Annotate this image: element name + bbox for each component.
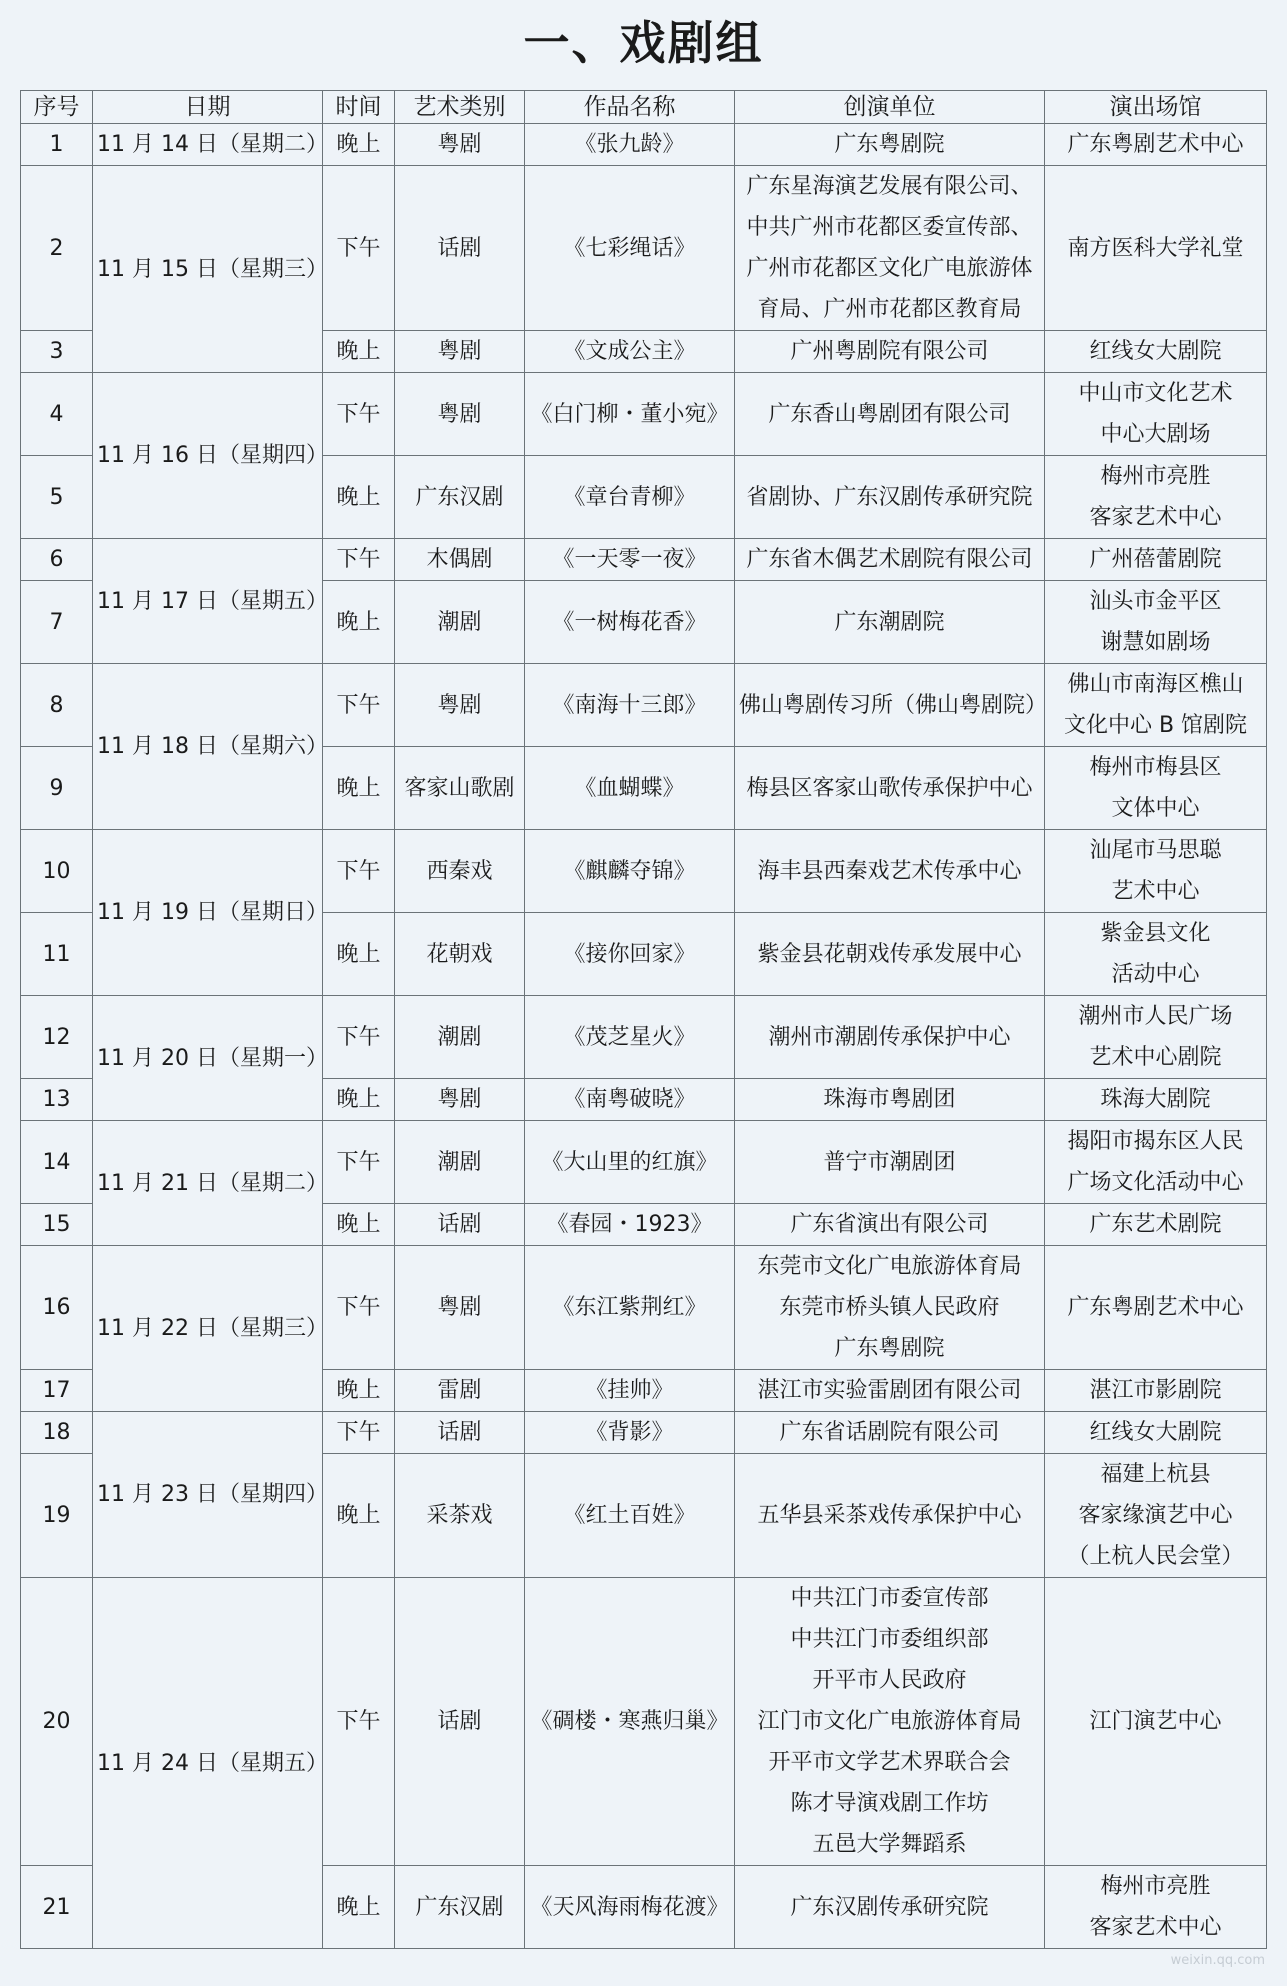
cell-work: 《碉楼・寒燕归巢》 [525, 1578, 735, 1866]
cell-venue-line: 客家缘演艺中心 [1049, 1495, 1262, 1536]
cell-time: 晚上 [323, 1454, 395, 1578]
cell-producer-line: 省剧协、广东汉剧传承研究院 [739, 477, 1040, 518]
cell-no: 14 [21, 1121, 93, 1204]
cell-producer-line: 佛山粤剧传习所（佛山粤剧院） [739, 685, 1040, 726]
cell-venue-line: 珠海大剧院 [1049, 1079, 1262, 1120]
cell-producer [735, 166, 1045, 331]
cell-producer [735, 1412, 1045, 1454]
table-header-row [21, 91, 1267, 124]
cell-producer-line: 东莞市文化广电旅游体育局 [739, 1246, 1040, 1287]
cell-venue [1045, 1866, 1267, 1949]
cell-category: 粤剧 [395, 124, 525, 166]
cell-producer [735, 1204, 1045, 1246]
cell-venue [1045, 1121, 1267, 1204]
schedule-table [20, 90, 1267, 1949]
cell-no: 10 [21, 830, 93, 913]
table-row [21, 1121, 1267, 1204]
cell-venue [1045, 166, 1267, 331]
cell-no: 12 [21, 996, 93, 1079]
cell-venue-line: 广东艺术剧院 [1049, 1204, 1262, 1245]
watermark: weixin.qq.com [1171, 1953, 1265, 1968]
cell-venue-line: 揭阳市揭东区人民 [1049, 1121, 1262, 1162]
cell-producer [735, 830, 1045, 913]
cell-venue [1045, 331, 1267, 373]
cell-venue-line: 艺术中心 [1049, 871, 1262, 912]
cell-category: 粤剧 [395, 664, 525, 747]
cell-no: 13 [21, 1079, 93, 1121]
cell-time: 下午 [323, 166, 395, 331]
cell-time: 下午 [323, 1412, 395, 1454]
cell-work: 《麒麟夺锦》 [525, 830, 735, 913]
cell-venue-line: 艺术中心剧院 [1049, 1037, 1262, 1078]
cell-time: 下午 [323, 996, 395, 1079]
cell-no: 15 [21, 1204, 93, 1246]
table-row [21, 664, 1267, 747]
cell-producer [735, 1454, 1045, 1578]
table-row [21, 1412, 1267, 1454]
cell-date: 11 月 19 日（星期日） [93, 830, 323, 996]
cell-no: 8 [21, 664, 93, 747]
cell-venue-line: 红线女大剧院 [1049, 1412, 1262, 1453]
cell-venue-line: 广东粤剧艺术中心 [1049, 1287, 1262, 1328]
cell-date: 11 月 16 日（星期四） [93, 373, 323, 539]
cell-work: 《白门柳・董小宛》 [525, 373, 735, 456]
cell-time: 晚上 [323, 331, 395, 373]
cell-date: 11 月 22 日（星期三） [93, 1246, 323, 1412]
cell-producer-line: 梅县区客家山歌传承保护中心 [739, 768, 1040, 809]
cell-producer-line: 广州市花都区文化广电旅游体 [739, 248, 1040, 289]
cell-venue [1045, 996, 1267, 1079]
cell-date: 11 月 24 日（星期五） [93, 1578, 323, 1949]
cell-venue-line: 文体中心 [1049, 788, 1262, 829]
cell-work: 《茂芝星火》 [525, 996, 735, 1079]
cell-date: 11 月 18 日（星期六） [93, 664, 323, 830]
cell-date: 11 月 21 日（星期二） [93, 1121, 323, 1246]
cell-producer [735, 1370, 1045, 1412]
cell-time: 下午 [323, 1121, 395, 1204]
cell-producer [735, 1578, 1045, 1866]
cell-work: 《大山里的红旗》 [525, 1121, 735, 1204]
cell-producer-line: 东莞市桥头镇人民政府 [739, 1287, 1040, 1328]
cell-producer-line: 海丰县西秦戏艺术传承中心 [739, 851, 1040, 892]
cell-no: 5 [21, 456, 93, 539]
cell-producer-line: 开平市文学艺术界联合会 [739, 1742, 1040, 1783]
cell-venue [1045, 830, 1267, 913]
cell-venue [1045, 1412, 1267, 1454]
cell-producer [735, 1079, 1045, 1121]
cell-venue-line: 汕尾市马思聪 [1049, 830, 1262, 871]
cell-venue-line: 江门演艺中心 [1049, 1701, 1262, 1742]
cell-venue [1045, 581, 1267, 664]
cell-venue [1045, 1454, 1267, 1578]
cell-work: 《一树梅花香》 [525, 581, 735, 664]
table-row [21, 996, 1267, 1079]
cell-date: 11 月 23 日（星期四） [93, 1412, 323, 1578]
cell-time: 晚上 [323, 1866, 395, 1949]
header-venue: 演出场馆 [1045, 91, 1267, 124]
cell-producer-line: 广东潮剧院 [739, 602, 1040, 643]
cell-no: 3 [21, 331, 93, 373]
cell-producer-line: 广东汉剧传承研究院 [739, 1887, 1040, 1928]
cell-venue-line: 文化中心 B 馆剧院 [1049, 705, 1262, 746]
cell-time: 下午 [323, 1246, 395, 1370]
cell-time: 晚上 [323, 1204, 395, 1246]
cell-venue-line: 活动中心 [1049, 954, 1262, 995]
cell-category: 西秦戏 [395, 830, 525, 913]
cell-producer [735, 124, 1045, 166]
cell-category: 粤剧 [395, 1079, 525, 1121]
cell-producer [735, 747, 1045, 830]
cell-venue-line: （上杭人民会堂） [1049, 1536, 1262, 1577]
cell-work: 《东江紫荆红》 [525, 1246, 735, 1370]
cell-category: 话剧 [395, 1412, 525, 1454]
header-time: 时间 [323, 91, 395, 124]
cell-category: 潮剧 [395, 1121, 525, 1204]
cell-time: 晚上 [323, 1370, 395, 1412]
cell-no: 20 [21, 1578, 93, 1866]
cell-producer-line: 中共广州市花都区委宣传部、 [739, 207, 1040, 248]
cell-no: 17 [21, 1370, 93, 1412]
cell-producer-line: 五华县采茶戏传承保护中心 [739, 1495, 1040, 1536]
header-work: 作品名称 [525, 91, 735, 124]
cell-venue [1045, 456, 1267, 539]
cell-producer [735, 996, 1045, 1079]
cell-no: 6 [21, 539, 93, 581]
cell-producer [735, 1121, 1045, 1204]
cell-producer-line: 广东粤剧院 [739, 124, 1040, 165]
table-row [21, 1578, 1267, 1866]
cell-category: 话剧 [395, 1204, 525, 1246]
cell-date: 11 月 15 日（星期三） [93, 166, 323, 373]
cell-venue [1045, 913, 1267, 996]
cell-no: 21 [21, 1866, 93, 1949]
cell-work: 《挂帅》 [525, 1370, 735, 1412]
cell-date: 11 月 17 日（星期五） [93, 539, 323, 664]
cell-no: 2 [21, 166, 93, 331]
cell-producer-line: 广东省话剧院有限公司 [739, 1412, 1040, 1453]
cell-venue-line: 梅州市亮胜 [1049, 456, 1262, 497]
cell-venue [1045, 1578, 1267, 1866]
cell-producer-line: 江门市文化广电旅游体育局 [739, 1701, 1040, 1742]
cell-producer-line: 广州粤剧院有限公司 [739, 331, 1040, 372]
cell-work: 《文成公主》 [525, 331, 735, 373]
cell-time: 下午 [323, 373, 395, 456]
cell-no: 18 [21, 1412, 93, 1454]
cell-venue [1045, 1370, 1267, 1412]
header-category: 艺术类别 [395, 91, 525, 124]
cell-venue-line: 佛山市南海区樵山 [1049, 664, 1262, 705]
cell-venue [1045, 124, 1267, 166]
cell-work: 《春园・1923》 [525, 1204, 735, 1246]
cell-producer [735, 539, 1045, 581]
cell-work: 《红土百姓》 [525, 1454, 735, 1578]
cell-no: 9 [21, 747, 93, 830]
header-date: 日期 [93, 91, 323, 124]
cell-work: 《血蝴蝶》 [525, 747, 735, 830]
cell-category: 潮剧 [395, 996, 525, 1079]
cell-work: 《背影》 [525, 1412, 735, 1454]
cell-producer [735, 581, 1045, 664]
cell-venue [1045, 1204, 1267, 1246]
cell-producer-line: 广东香山粤剧团有限公司 [739, 394, 1040, 435]
cell-producer [735, 1866, 1045, 1949]
cell-producer-line: 潮州市潮剧传承保护中心 [739, 1017, 1040, 1058]
cell-work: 《一天零一夜》 [525, 539, 735, 581]
cell-time: 下午 [323, 664, 395, 747]
cell-venue-line: 广东粤剧艺术中心 [1049, 124, 1262, 165]
cell-venue-line: 汕头市金平区 [1049, 581, 1262, 622]
cell-producer-line: 普宁市潮剧团 [739, 1142, 1040, 1183]
cell-time: 晚上 [323, 456, 395, 539]
cell-producer-line: 广东粤剧院 [739, 1328, 1040, 1369]
cell-producer [735, 331, 1045, 373]
cell-category: 粤剧 [395, 1246, 525, 1370]
cell-venue-line: 谢慧如剧场 [1049, 622, 1262, 663]
cell-no: 19 [21, 1454, 93, 1578]
cell-venue-line: 梅州市梅县区 [1049, 747, 1262, 788]
cell-category: 话剧 [395, 166, 525, 331]
cell-venue [1045, 1246, 1267, 1370]
cell-time: 晚上 [323, 581, 395, 664]
table-row [21, 166, 1267, 331]
table-row [21, 539, 1267, 581]
cell-work: 《章台青柳》 [525, 456, 735, 539]
cell-category: 粤剧 [395, 331, 525, 373]
table-row [21, 830, 1267, 913]
table-row [21, 124, 1267, 166]
cell-no: 11 [21, 913, 93, 996]
header-producer: 创演单位 [735, 91, 1045, 124]
cell-producer-line: 五邑大学舞蹈系 [739, 1824, 1040, 1865]
cell-producer-line: 广东省演出有限公司 [739, 1204, 1040, 1245]
cell-producer-line: 陈才导演戏剧工作坊 [739, 1783, 1040, 1824]
cell-work: 《张九龄》 [525, 124, 735, 166]
cell-time: 下午 [323, 539, 395, 581]
cell-category: 木偶剧 [395, 539, 525, 581]
cell-venue-line: 南方医科大学礼堂 [1049, 228, 1262, 269]
cell-venue [1045, 539, 1267, 581]
cell-producer-line: 中共江门市委组织部 [739, 1619, 1040, 1660]
cell-time: 晚上 [323, 124, 395, 166]
cell-time: 晚上 [323, 1079, 395, 1121]
cell-no: 7 [21, 581, 93, 664]
cell-category: 采茶戏 [395, 1454, 525, 1578]
cell-producer [735, 1246, 1045, 1370]
cell-venue [1045, 373, 1267, 456]
page-title: 一、戏剧组 [0, 4, 1287, 82]
header-no: 序号 [21, 91, 93, 124]
cell-producer-line: 开平市人民政府 [739, 1660, 1040, 1701]
cell-venue [1045, 747, 1267, 830]
cell-producer-line: 珠海市粤剧团 [739, 1079, 1040, 1120]
cell-date: 11 月 14 日（星期二） [93, 124, 323, 166]
cell-venue-line: 客家艺术中心 [1049, 1907, 1262, 1948]
cell-category: 话剧 [395, 1578, 525, 1866]
cell-venue-line: 客家艺术中心 [1049, 497, 1262, 538]
cell-work: 《接你回家》 [525, 913, 735, 996]
cell-venue-line: 广场文化活动中心 [1049, 1162, 1262, 1203]
cell-venue [1045, 664, 1267, 747]
cell-venue-line: 紫金县文化 [1049, 913, 1262, 954]
cell-producer-line: 紫金县花朝戏传承发展中心 [739, 934, 1040, 975]
cell-producer [735, 664, 1045, 747]
cell-producer-line: 广东省木偶艺术剧院有限公司 [739, 539, 1040, 580]
cell-venue-line: 潮州市人民广场 [1049, 996, 1262, 1037]
cell-venue [1045, 1079, 1267, 1121]
cell-category: 花朝戏 [395, 913, 525, 996]
cell-venue-line: 湛江市影剧院 [1049, 1370, 1262, 1411]
table-row [21, 373, 1267, 456]
cell-producer [735, 373, 1045, 456]
cell-date: 11 月 20 日（星期一） [93, 996, 323, 1121]
cell-producer-line: 广东星海演艺发展有限公司、 [739, 166, 1040, 207]
cell-category: 雷剧 [395, 1370, 525, 1412]
cell-producer-line: 湛江市实验雷剧团有限公司 [739, 1370, 1040, 1411]
cell-work: 《南海十三郎》 [525, 664, 735, 747]
cell-producer [735, 913, 1045, 996]
cell-venue-line: 梅州市亮胜 [1049, 1866, 1262, 1907]
cell-time: 下午 [323, 830, 395, 913]
cell-category: 广东汉剧 [395, 456, 525, 539]
cell-category: 客家山歌剧 [395, 747, 525, 830]
cell-venue-line: 中心大剧场 [1049, 414, 1262, 455]
cell-time: 晚上 [323, 747, 395, 830]
cell-venue-line: 广州蓓蕾剧院 [1049, 539, 1262, 580]
cell-work: 《南粤破晓》 [525, 1079, 735, 1121]
cell-producer-line: 育局、广州市花都区教育局 [739, 289, 1040, 330]
cell-category: 广东汉剧 [395, 1866, 525, 1949]
cell-no: 4 [21, 373, 93, 456]
cell-venue-line: 福建上杭县 [1049, 1454, 1262, 1495]
cell-work: 《天风海雨梅花渡》 [525, 1866, 735, 1949]
cell-venue-line: 中山市文化艺术 [1049, 373, 1262, 414]
cell-producer [735, 456, 1045, 539]
cell-work: 《七彩绳话》 [525, 166, 735, 331]
cell-time: 下午 [323, 1578, 395, 1866]
cell-no: 16 [21, 1246, 93, 1370]
cell-producer-line: 中共江门市委宣传部 [739, 1578, 1040, 1619]
cell-time: 晚上 [323, 913, 395, 996]
cell-category: 粤剧 [395, 373, 525, 456]
cell-venue-line: 红线女大剧院 [1049, 331, 1262, 372]
cell-category: 潮剧 [395, 581, 525, 664]
table-row [21, 1246, 1267, 1370]
cell-no: 1 [21, 124, 93, 166]
